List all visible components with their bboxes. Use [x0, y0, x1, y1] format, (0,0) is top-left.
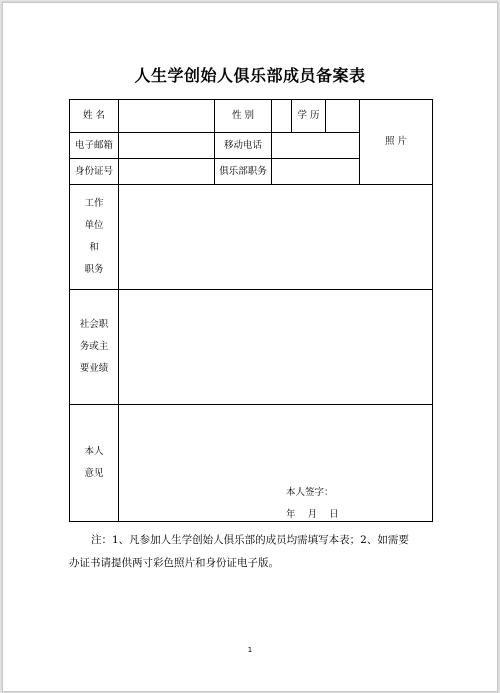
- name-field[interactable]: [119, 100, 214, 132]
- id-number-label: 身份证号: [74, 165, 113, 177]
- mobile-field[interactable]: [272, 133, 359, 158]
- opinion-label-line: 本人: [84, 446, 104, 457]
- id-number-field[interactable]: [119, 159, 214, 184]
- email-field[interactable]: [119, 133, 214, 158]
- work-field[interactable]: [119, 185, 432, 289]
- form-note: [69, 529, 445, 575]
- work-label-line: 和: [89, 242, 99, 253]
- social-label: [70, 290, 118, 404]
- gender-label: 性 别: [231, 110, 255, 121]
- work-label-line: 工作: [84, 198, 104, 209]
- social-label-line: 务或主: [79, 341, 109, 352]
- signature-label: 本人签字：: [286, 487, 334, 498]
- opinion-label: [70, 405, 118, 521]
- social-label-line: 要业绩: [79, 363, 109, 374]
- work-label: [70, 185, 118, 289]
- table-line: [69, 521, 433, 522]
- date-label: 年 月 日: [286, 509, 339, 520]
- page-number: 1: [247, 646, 253, 654]
- name-label: 姓 名: [82, 110, 106, 121]
- work-label-line: 职务: [84, 264, 104, 275]
- club-role-field[interactable]: [272, 159, 359, 184]
- gender-field[interactable]: [272, 100, 291, 132]
- document-page: [2, 2, 498, 692]
- mobile-label: 移动电话: [223, 139, 262, 151]
- opinion-label-line: 意见: [84, 468, 104, 479]
- social-field[interactable]: [119, 290, 432, 404]
- note-line-1: 注：1、凡参加人生学创始人俱乐部的成员均需填写本表；2、如需要: [91, 534, 409, 546]
- photo-cell[interactable]: 照 片: [384, 136, 408, 147]
- club-role-label: 俱乐部职务: [219, 165, 267, 177]
- form-title: 人生学创始人俱乐部成员备案表: [134, 66, 366, 85]
- note-line-2: 办证书请提供两寸彩色照片和身份证电子版。: [69, 557, 279, 569]
- table-line: [432, 99, 433, 522]
- social-label-line: 社会职: [79, 319, 109, 330]
- education-label: 学 历: [297, 110, 320, 121]
- education-field[interactable]: [326, 100, 359, 132]
- opinion-field[interactable]: [119, 405, 432, 475]
- work-label-line: 单位: [84, 220, 104, 231]
- email-label: 电子邮箱: [74, 139, 113, 151]
